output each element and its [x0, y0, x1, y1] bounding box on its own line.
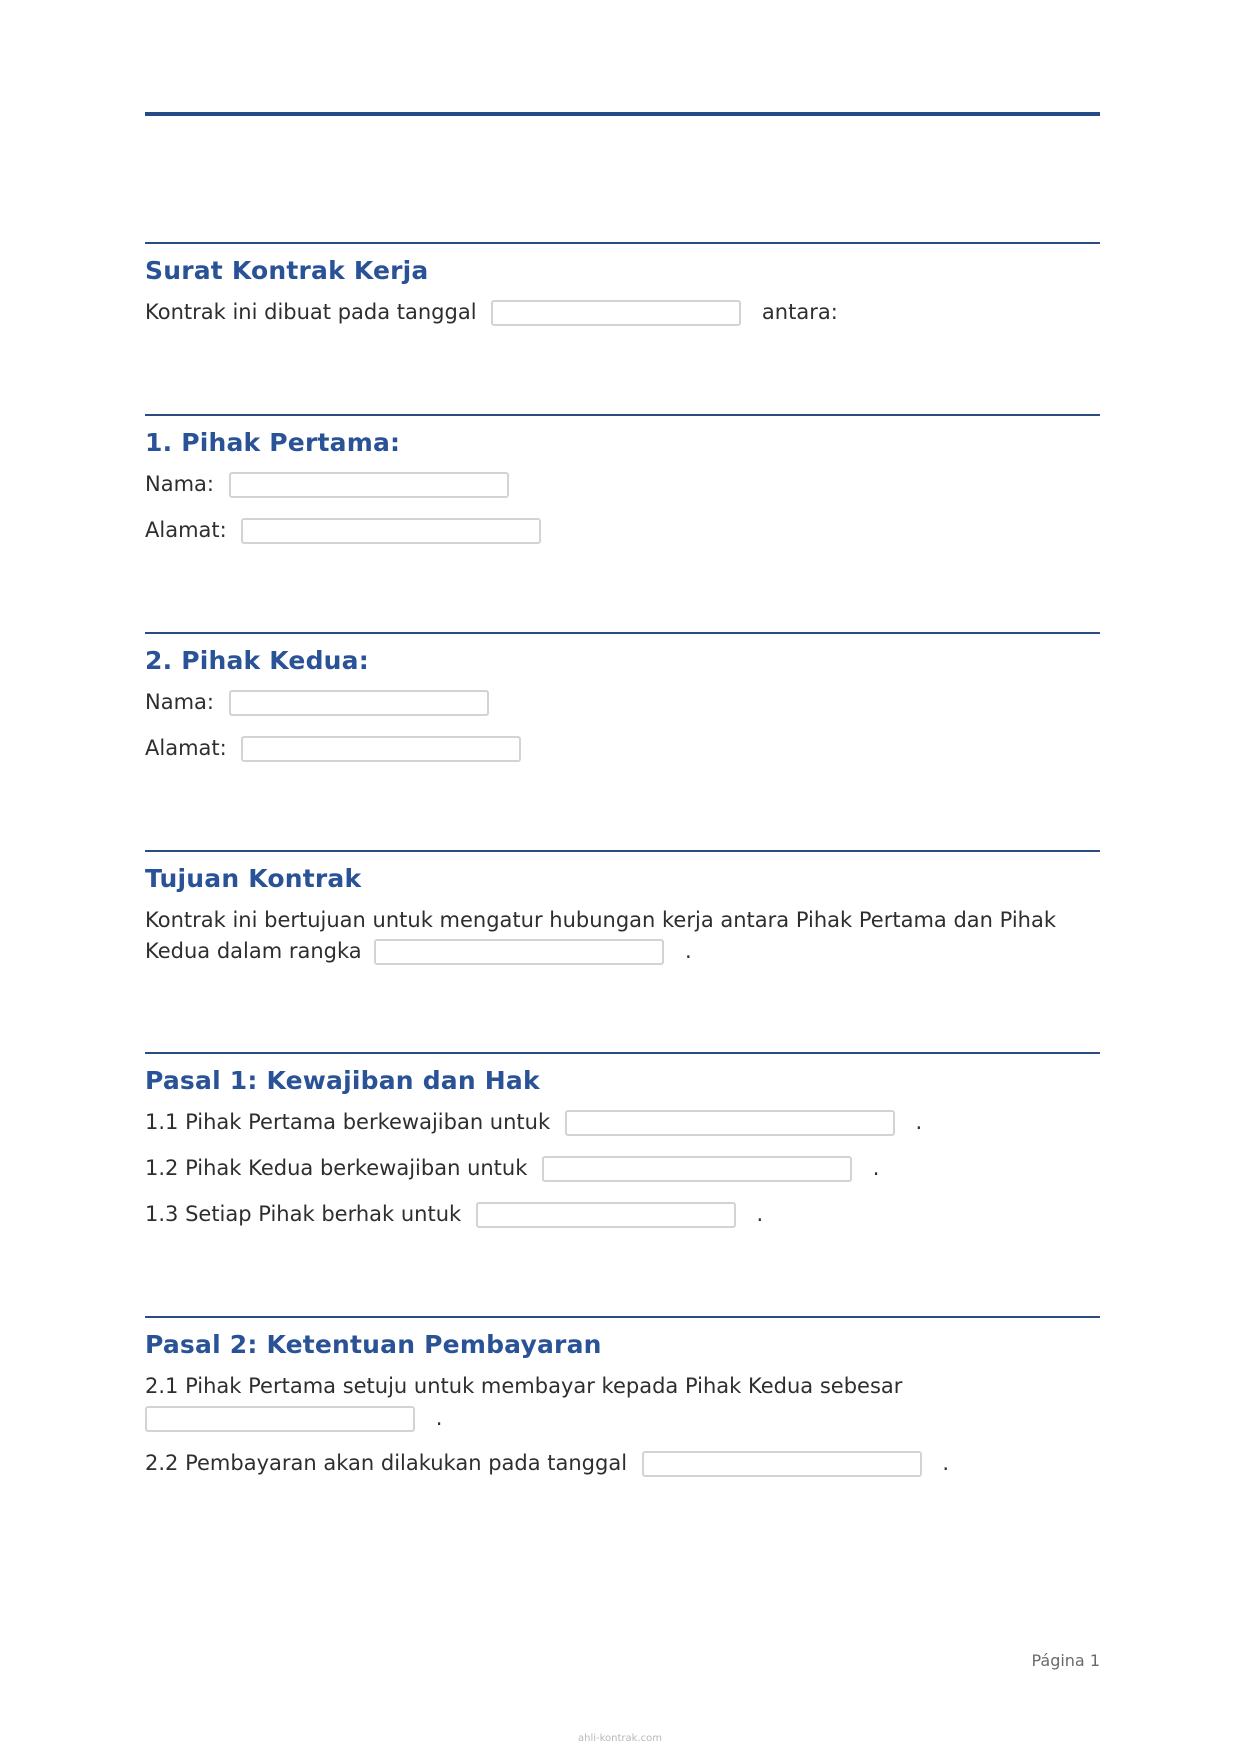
section-purpose — [145, 850, 1100, 963]
article-1-item — [145, 1109, 922, 1136]
purpose-line-2-text: Kedua dalam rangka — [145, 939, 362, 963]
page-number: Página 1 — [1031, 1651, 1100, 1670]
intro-line — [145, 299, 838, 326]
party-two-address-label: Alamat: — [145, 736, 227, 760]
footer-site-label: ahli-kontrak.com — [577, 1733, 662, 1744]
intro-after-text: antara: — [761, 300, 838, 324]
article-2-item-2 — [145, 1450, 949, 1477]
party-one-address-label: Alamat: — [145, 518, 227, 542]
party-one-name-row — [145, 471, 509, 498]
section-article-2 — [145, 1316, 1100, 1475]
purpose-line-2 — [145, 938, 692, 965]
party-two-name-field[interactable] — [229, 690, 489, 716]
article-2-heading: Pasal 2: Ketentuan Pembayaran — [145, 1330, 602, 1359]
article-2-item-2-field[interactable] — [642, 1451, 922, 1477]
contract-date-field[interactable] — [491, 300, 741, 326]
article-1-item-3-field[interactable] — [476, 1202, 736, 1228]
article-1-item-text: 1.3 Setiap Pihak berhak untuk — [145, 1202, 462, 1226]
article-2-item-1-field[interactable] — [145, 1406, 415, 1432]
header-rule — [145, 112, 1100, 116]
article-1-item-3-period: . — [756, 1202, 764, 1226]
section-title — [145, 242, 1100, 324]
party-two-name-row — [145, 689, 489, 716]
purpose-field[interactable] — [374, 939, 664, 965]
article-1-item-1-period: . — [915, 1110, 923, 1134]
section-article-1 — [145, 1052, 1100, 1226]
article-1-item-text: 1.2 Pihak Kedua berkewajiban untuk — [145, 1156, 528, 1180]
party-two-name-label: Nama: — [145, 690, 214, 714]
article-1-item — [145, 1201, 763, 1228]
purpose-heading: Tujuan Kontrak — [145, 864, 362, 893]
section-party-two — [145, 632, 1100, 760]
article-2-item-2-period: . — [942, 1451, 950, 1475]
party-two-address-row — [145, 735, 521, 762]
party-one-name-field[interactable] — [229, 472, 509, 498]
article-2-item-1-period: . — [435, 1406, 443, 1430]
article-1-item-1-field[interactable] — [565, 1110, 895, 1136]
article-1-item-text: 1.1 Pihak Pertama berkewajiban untuk — [145, 1110, 551, 1134]
purpose-line-1: Kontrak ini bertujuan untuk mengatur hubungan kerja antara Pihak Pertama dan Pihak — [145, 908, 1057, 932]
party-two-heading: 2. Pihak Kedua: — [145, 646, 369, 675]
party-one-heading: 1. Pihak Pertama: — [145, 428, 401, 457]
purpose-end-period: . — [685, 939, 692, 963]
article-2-item-2-text: 2.2 Pembayaran akan dilakukan pada tanggal — [145, 1451, 628, 1475]
intro-text: Kontrak ini dibuat pada tanggal — [145, 300, 477, 324]
party-one-address-field[interactable] — [241, 518, 541, 544]
article-1-item — [145, 1155, 879, 1182]
article-1-heading: Pasal 1: Kewajiban dan Hak — [145, 1066, 540, 1095]
party-two-address-field[interactable] — [241, 736, 521, 762]
article-2-item-1-text: 2.1 Pihak Pertama setuju untuk membayar kepada Pihak Kedua sebesar — [145, 1374, 903, 1398]
party-one-address-row — [145, 517, 541, 544]
party-one-name-label: Nama: — [145, 472, 214, 496]
article-2-item-1-field-row — [145, 1405, 442, 1432]
article-1-item-2-field[interactable] — [542, 1156, 852, 1182]
section-party-one — [145, 414, 1100, 542]
document-title: Surat Kontrak Kerja — [145, 256, 429, 285]
article-1-item-2-period: . — [872, 1156, 880, 1180]
